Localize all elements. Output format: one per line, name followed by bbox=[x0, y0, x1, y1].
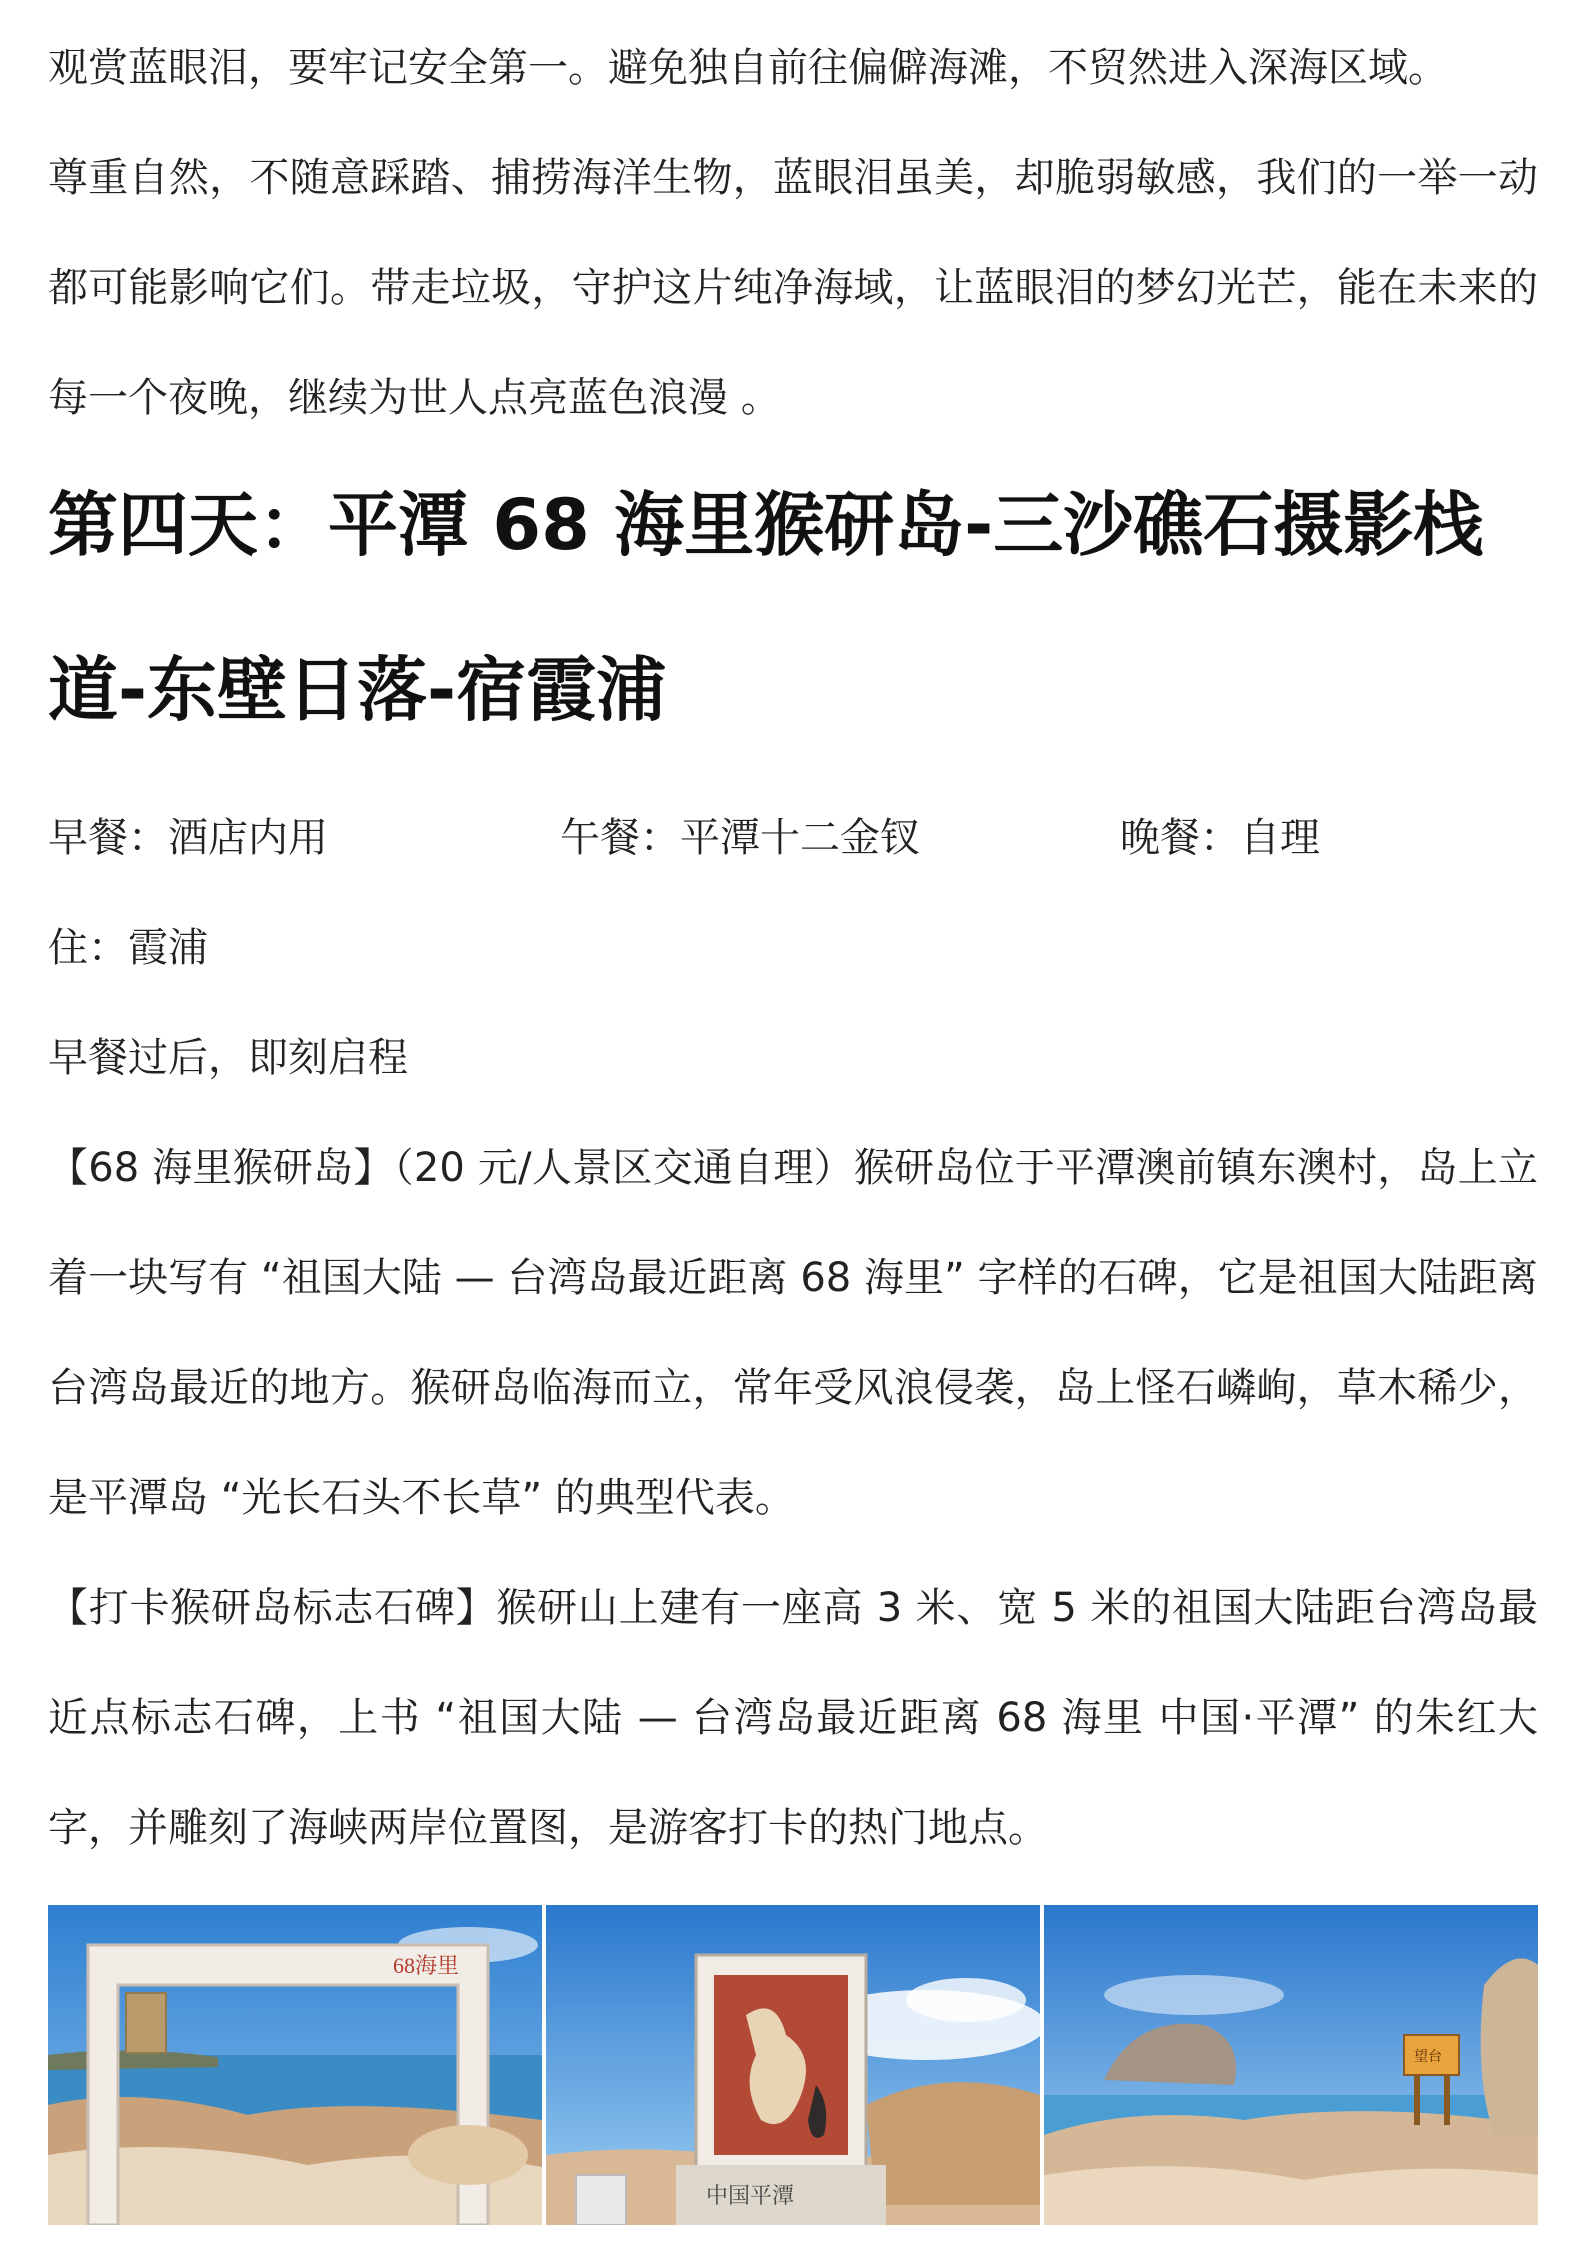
photo2-sign-text: 中国平潭 bbox=[706, 2183, 795, 2208]
intro-paragraph-nature: 尊重自然，不随意踩踏、捕捞海洋生物，蓝眼泪虽美，却脆弱敏感，我们的一举一动都可能影响它们。带走垃圾，守护这片纯净海域，让蓝眼泪的梦幻光芒，能在未来的每一个夜晚，继续为世人点亮蓝色浪漫 。 bbox=[48, 155, 1538, 421]
depart-text: 早餐过后，即刻启程 bbox=[48, 1035, 408, 1081]
photo3-sign-text: 望台 bbox=[1414, 2050, 1442, 2065]
photo-rocks-lookout-image bbox=[1044, 1905, 1538, 2225]
photo-strip bbox=[48, 1905, 1538, 2225]
photo-stone-frame-sea bbox=[48, 1905, 542, 2225]
houyan-island-paragraph: 【68 海里猴研岛】（20 元/人景区交通自理）猴研岛位于平潭澳前镇东澳村，岛上立着一块写有 “祖国大陆 — 台湾岛最近距离 68 海里” 字样的石碑，它是祖国大陆距离台湾岛最近的地方。猴研岛临海而立，常年受风浪侵袭，岛上怪石嶙峋，草木稀少，是平潭岛 “光长石头不长草” 的典型代表。 bbox=[48, 1145, 1538, 1521]
breakfast-text: 早餐：酒店内用 bbox=[48, 815, 328, 861]
lunch-text: 午餐：平潭十二金钗 bbox=[560, 815, 920, 861]
photo-stone-frame-sea-image bbox=[48, 1905, 542, 2225]
meals-row bbox=[48, 783, 1538, 893]
photo-rocks-lookout bbox=[1044, 1905, 1538, 2225]
dinner-text: 晚餐：自理 bbox=[1120, 815, 1320, 861]
photo-taiwan-map-monument bbox=[546, 1905, 1040, 2225]
stone-monument-paragraph: 【打卡猴研岛标志石碑】猴研山上建有一座高 3 米、宽 5 米的祖国大陆距台湾岛最近点标志石碑，上书 “祖国大陆 — 台湾岛最近距离 68 海里 中国·平潭” 的朱红大字，并雕刻了海峡两岸位置图，是游客打卡的热门地点。 bbox=[48, 1585, 1538, 1851]
photo1-sign-text: 68海里 bbox=[393, 1953, 460, 1978]
intro-paragraph-safety: 观赏蓝眼泪，要牢记安全第一。避免独自前往偏僻海滩，不贸然进入深海区域。 bbox=[48, 45, 1448, 91]
photo-taiwan-map-monument-image bbox=[546, 1905, 1040, 2225]
day4-heading: 第四天：平潭 68 海里猴研岛-三沙礁石摄影栈道-东壁日落-宿霞浦 bbox=[48, 484, 1484, 731]
stay-text: 住：霞浦 bbox=[48, 925, 208, 971]
